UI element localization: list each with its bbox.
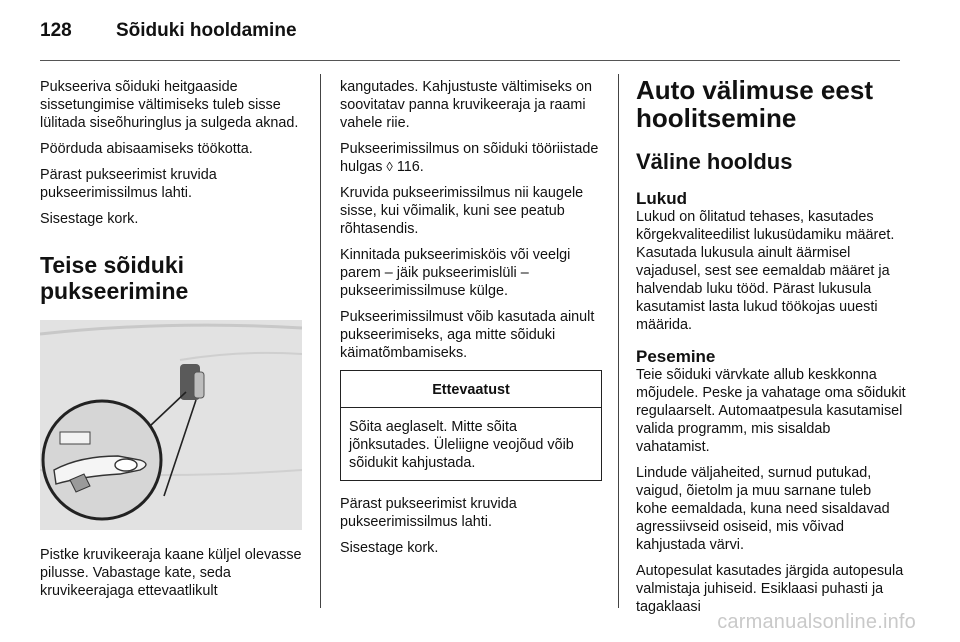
column-3 [636, 76, 906, 624]
page-number: 128 [40, 20, 72, 41]
page-reference-arrow-icon: ◊ [386, 159, 393, 174]
section-heading: Teise sõiduki pukseerimine [40, 252, 189, 304]
paragraph: Teie sõiduki värvkate allub keskkonna mõjudele. Peske ja vahatage oma sõidukit regulaarselt. Automaatpesula kasutamisel valida programm, mis sisaldab vahatamist. [636, 367, 906, 455]
topic-heading-locks: Lukud [636, 189, 687, 208]
caution-body: Sõita aeglaselt. Mitte sõita jõnksutades. Üleliigne veojõud võib sõidukit kahjustada. [349, 419, 574, 471]
header-rule [40, 60, 900, 61]
running-title: Sõiduki hooldamine [116, 20, 297, 41]
paragraph: Pöörduda abisaamiseks töökotta. [40, 141, 253, 157]
tow-eye-cover-illustration [40, 320, 302, 530]
paragraph: Autopesulat kasutades järgida autopesula valmistaja juhiseid. Esiklaasi puhasti ja tagaklaasi [636, 563, 904, 615]
caution-title: Ettevaatust [341, 371, 601, 408]
topic-heading-washing: Pesemine [636, 347, 716, 366]
page-header [40, 20, 297, 44]
paragraph: kangutades. Kahjustuste vältimiseks on soovitatav panna kruvikeeraja ja raami vahele riie. [340, 79, 592, 131]
paragraph [340, 140, 602, 176]
paragraph: Pärast pukseerimist kruvida pukseerimissilmus lahti. [40, 167, 217, 201]
paragraph: Kinnitada pukseerimisköis või veelgi parem – jäik pukseerimislüli – pukseerimissilmuse külge. [340, 247, 571, 299]
paragraph: Sisestage kork. [40, 211, 139, 227]
paragraph-text: Pukseerimissilmus on sõiduki tööriistade hulgas [340, 141, 599, 175]
column-divider-2 [618, 74, 619, 608]
column-divider-1 [320, 74, 321, 608]
figure-caption: Pistke kruvikeeraja kaane küljel olevasse pilusse. Vabastage kate, seda kruvikeerajaga ettevaatlikult [40, 547, 302, 599]
paragraph: Kruvida pukseerimissilmus nii kaugele sisse, kui võimalik, kuni see peatub rõhtasendis. [340, 185, 584, 237]
caution-box [340, 370, 602, 481]
column-1 [40, 78, 308, 608]
column-2 [340, 78, 602, 565]
paragraph: Sisestage kork. [340, 540, 439, 556]
paragraph: Lukud on õlitatud tehases, kasutades kõrgekvaliteedilist lukusüdamiku määret. Kasutada lukusula ainult äärmisel vajadusel, sest see eemaldab määret ja halvendab luku tööd. Pärast lukusula kasutamist lasta lukud töökojas uuesti määrida. [636, 209, 895, 333]
chapter-heading: Auto välimuse eest hoolitsemine [636, 75, 873, 133]
watermark: carmanualsonline.info [717, 611, 916, 633]
paragraph: Pukseerimissilmust võib kasutada ainult pukseerimiseks, aga mitte sõiduki käimatõmbamiseks. [340, 309, 595, 361]
paragraph: Pukseeriva sõiduki heitgaaside sissetungimise vältimiseks tuleb sisse lülitada siseõhuringlus ja sulgeda aknad. [40, 79, 299, 131]
paragraph: Pärast pukseerimist kruvida pukseerimissilmus lahti. [340, 496, 517, 530]
section-heading: Väline hooldus [636, 149, 793, 174]
page-reference[interactable]: 116. [396, 159, 424, 175]
paragraph: Lindude väljaheited, surnud putukad, vaigud, õietolm ja muu sarnane tuleb kohe eemaldada, kuna need sisaldavad agressiivseid osiseid, mis võivad kahjustada värvi. [636, 465, 890, 553]
